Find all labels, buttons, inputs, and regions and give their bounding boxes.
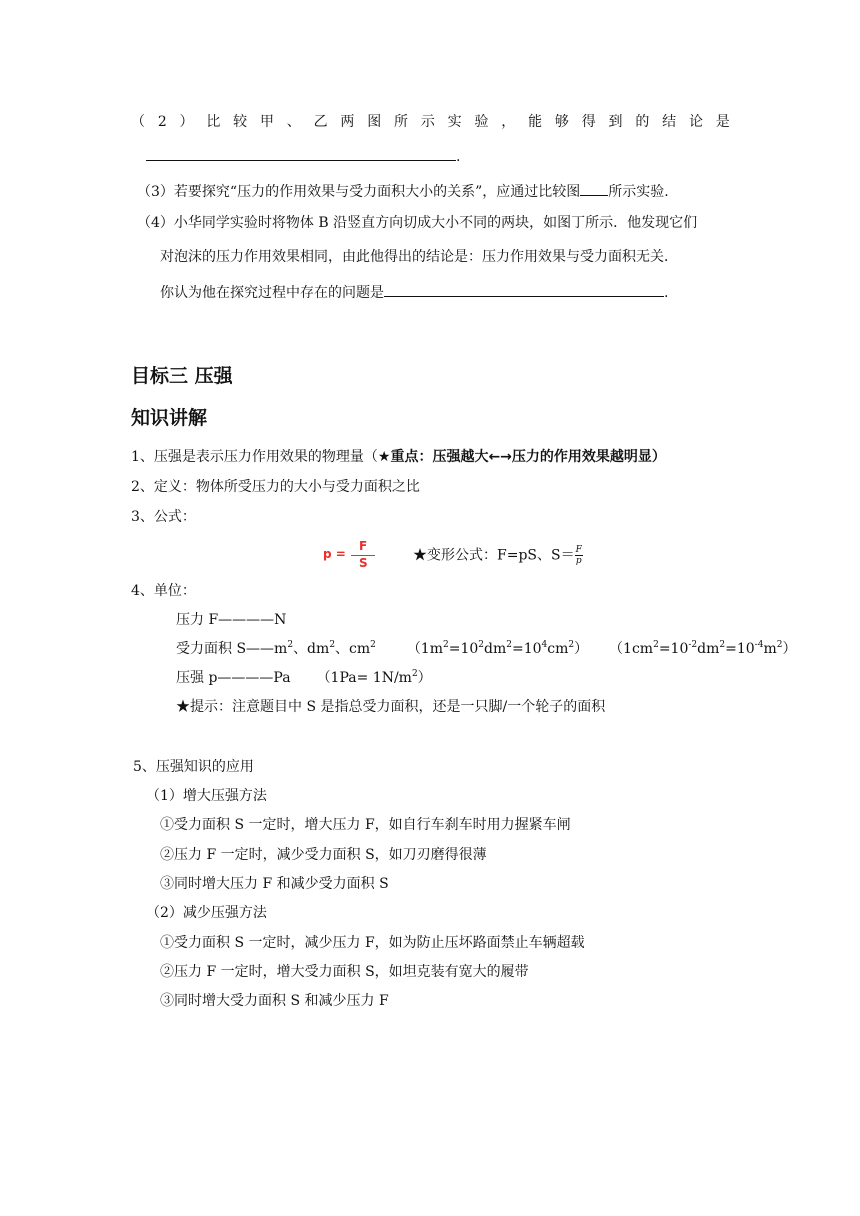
question-2-char: 甲	[259, 114, 274, 130]
area-dm: 、dm	[293, 641, 330, 657]
tip: ★提示：注意题目中 S 是指总受力面积，还是一只脚/一个轮子的面积	[176, 699, 606, 715]
variant-formula	[413, 545, 583, 566]
question-2-char: 够	[554, 114, 569, 130]
decrease-item: ②压力 F 一定时，增大受力面积 S，如坦克装有宽大的履带	[160, 964, 529, 980]
question-2-char: 结	[662, 114, 677, 130]
question-2-char: 、	[286, 114, 301, 130]
conv2b: =10	[658, 641, 689, 657]
question-2-char: 是	[715, 114, 730, 130]
question-4-line1: （4）小华同学实验时将物体 B 沿竖直方向切成大小不同的两块，如图丁所示．他发现它们	[137, 215, 698, 231]
question-2-char: 较	[233, 114, 248, 130]
conv1: （1m	[406, 641, 443, 657]
period: .	[664, 285, 669, 301]
subsection-title: 知识讲解	[131, 407, 208, 429]
conv2d: =10	[725, 641, 755, 657]
conv2e: m	[763, 641, 777, 657]
conv1c: dm	[484, 641, 507, 657]
formula-denominator: S	[359, 556, 368, 570]
question-4-line3-text: 你认为他在探究过程中存在的问题是	[160, 285, 384, 301]
unit-force: 压力 F————N	[176, 612, 287, 628]
question-2-char: 两	[340, 114, 355, 130]
units-heading: 4、单位：	[131, 583, 196, 599]
question-3	[137, 181, 669, 201]
question-2-char: 得	[581, 114, 596, 130]
question-2-char: 图	[367, 114, 382, 130]
item-2: 2、定义：物体所受压力的大小与受力面积之比	[131, 479, 420, 495]
answer-blank[interactable]	[580, 181, 608, 196]
pa-definition-end: ）	[417, 670, 432, 686]
pa-definition: （1Pa= 1N/m	[316, 670, 412, 686]
pressure-unit: 压强 p————Pa	[176, 670, 291, 686]
variant-denominator: p	[575, 556, 582, 566]
increase-item: ②压力 F 一定时，减少受力面积 S，如刀刃磨得很薄	[160, 847, 487, 863]
conv1d: =10	[512, 641, 542, 657]
answer-blank[interactable]	[384, 282, 664, 297]
question-2-char: 乙	[313, 114, 328, 130]
unit-pressure: 压强 p————Pa $(1Pa= 1N/m^2)$	[176, 669, 432, 686]
question-2-line	[131, 113, 730, 131]
unit-area: 受力面积 $S——m^2$、$dm^2$、$cm^2$ $(1m^2=10^2dm^2=10^4cm^2)$ $(1cm^2=10^{-2}dm^2=10^{-4}m^2)$	[176, 640, 797, 657]
question-2-char: 所	[394, 114, 409, 130]
question-4-line2: 对泡沫的压力作用效果相同，由此他得出的结论是：压力作用效果与受力面积无关．	[160, 249, 678, 265]
decrease-title: （2）减少压强方法	[146, 905, 267, 921]
item-1-key-point: ★重点：压强越大←→压力的作用效果越明显）	[377, 449, 666, 465]
variant-fraction	[575, 545, 583, 566]
item-1-text: 1、压强是表示压力作用效果的物理量（	[131, 449, 378, 465]
increase-item: ①受力面积 S 一定时，增大压力 F，如自行车刹车时用力握紧车闸	[160, 817, 571, 833]
question-2-char: 比	[206, 114, 221, 130]
item-1	[131, 448, 666, 466]
pressure-formula	[323, 539, 379, 571]
conv1e: cm	[547, 641, 569, 657]
question-4-line3	[160, 282, 668, 302]
question-2-char: 实	[447, 114, 462, 130]
question-2-char: 到	[608, 114, 623, 130]
question-2-answer-line	[146, 146, 460, 166]
question-2-char: 验	[474, 114, 489, 130]
formula-lhs: p =	[323, 547, 346, 561]
question-2-char: 2	[157, 114, 167, 130]
conv1b: =10	[448, 641, 479, 657]
question-2-char: 能	[528, 114, 543, 130]
conv2f: ）	[782, 641, 797, 657]
question-2-char: 示	[420, 114, 435, 130]
increase-title: （1）增大压强方法	[146, 788, 267, 804]
formula-numerator: F	[359, 539, 368, 553]
question-3-text: （3）若要探究“压力的作用效果与受力面积大小的关系”，应通过比较图	[137, 184, 581, 200]
question-2-char: 论	[688, 114, 703, 130]
question-2-char: ）	[179, 114, 194, 130]
area-cm: 、cm	[335, 641, 371, 657]
conv2c: dm	[697, 641, 720, 657]
question-3-suffix: 所示实验.	[608, 184, 669, 200]
conv1f: ）	[574, 641, 589, 657]
question-2-char: 的	[635, 114, 650, 130]
increase-item: ③同时增大压力 F 和减少受力面积 S	[160, 876, 389, 892]
period: .	[456, 149, 461, 165]
variant-formula-label: ★变形公式：F=pS、S＝	[413, 547, 575, 564]
applications-heading: 5、压强知识的应用	[133, 759, 254, 775]
decrease-item: ③同时增大受力面积 S 和减少压力 F	[160, 993, 389, 1009]
decrease-item: ①受力面积 S 一定时，减少压力 F，如为防止压坏路面禁止车辆超载	[160, 935, 585, 951]
conv2: （1cm	[609, 641, 654, 657]
question-2-char: ，	[501, 114, 516, 130]
item-3: 3、公式：	[131, 509, 196, 525]
section-title: 目标三 压强	[131, 365, 233, 387]
answer-blank[interactable]	[146, 146, 456, 161]
variant-numerator: F	[575, 545, 582, 555]
question-2-char: （	[131, 114, 145, 130]
area-label: 受力面积 S——m	[176, 641, 288, 657]
